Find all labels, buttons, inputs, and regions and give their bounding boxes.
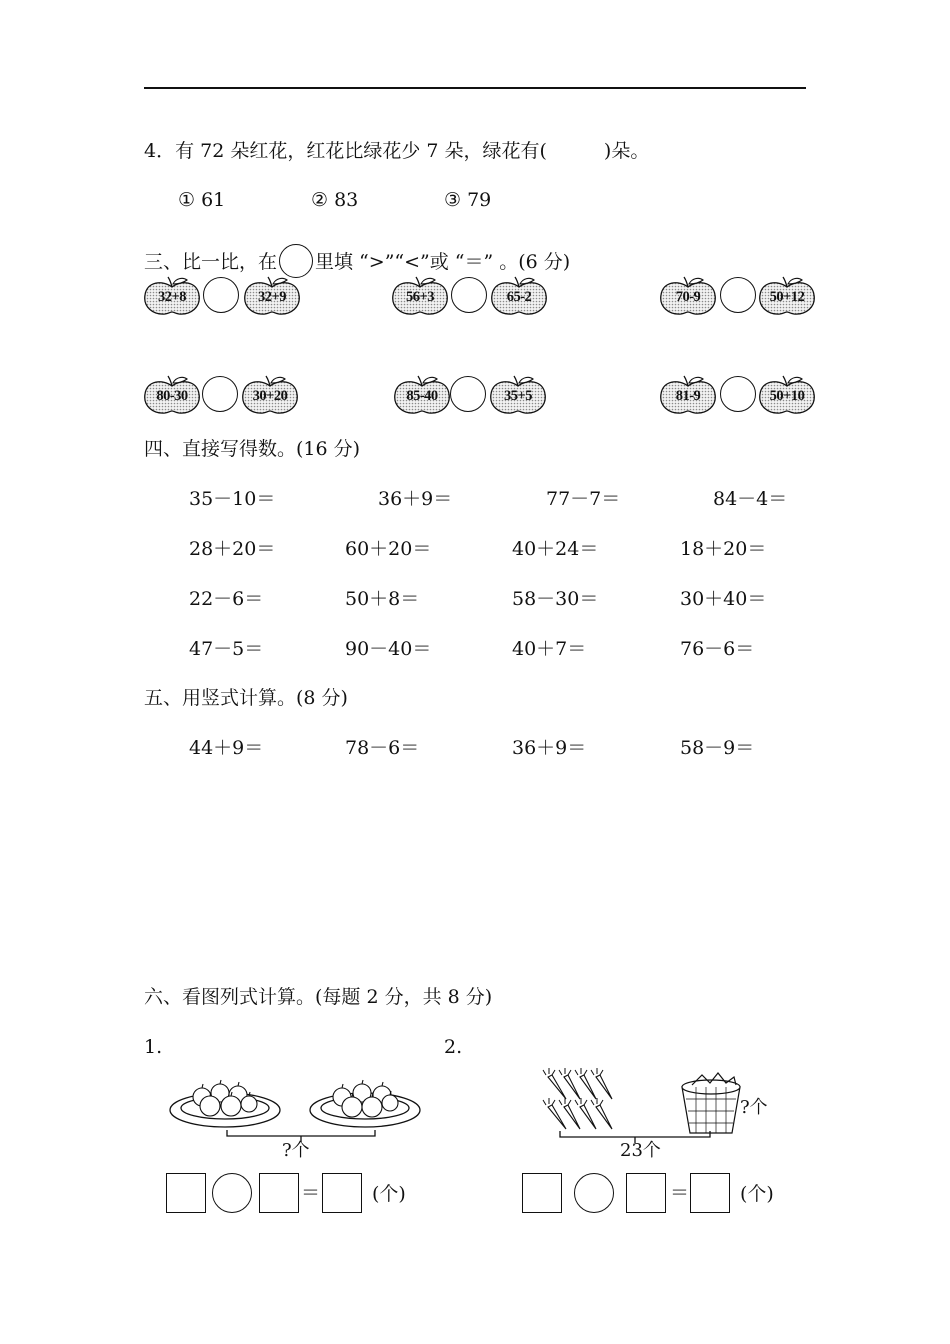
vertical-calc-item: 36＋9＝ bbox=[512, 737, 587, 759]
answer-box[interactable] bbox=[522, 1173, 562, 1213]
apple-label: 35+5 bbox=[503, 388, 532, 404]
apple-label: 50+12 bbox=[769, 289, 805, 305]
apple-left-3 bbox=[659, 276, 717, 316]
apple-right-6 bbox=[758, 375, 816, 415]
calc-item: 35－10＝ bbox=[189, 488, 276, 510]
calc-item: 50＋8＝ bbox=[345, 588, 420, 610]
vertical-calc-item: 44＋9＝ bbox=[189, 737, 264, 759]
answer-box[interactable] bbox=[626, 1173, 666, 1213]
apple-label: 32+8 bbox=[157, 289, 186, 305]
apple-label: 81-9 bbox=[675, 388, 701, 404]
apple-left-1 bbox=[143, 276, 201, 316]
compare-circle-5[interactable] bbox=[450, 376, 486, 412]
calc-item: 36＋9＝ bbox=[378, 488, 453, 510]
calc-item: 47－5＝ bbox=[189, 638, 264, 660]
section6-title: 六、看图列式计算。(每题 2 分，共 8 分) bbox=[144, 986, 493, 1008]
calc-item: 58－30＝ bbox=[512, 588, 599, 610]
calc-item: 84－4＝ bbox=[713, 488, 788, 510]
calc-item: 40＋7＝ bbox=[512, 638, 587, 660]
blank-circle-icon bbox=[279, 244, 313, 278]
apple-right-3 bbox=[758, 276, 816, 316]
apple-right-5 bbox=[489, 375, 547, 415]
calc-item: 30＋40＝ bbox=[680, 588, 767, 610]
carrot-icon bbox=[548, 1075, 612, 1129]
section4-title: 四、直接写得数。(16 分) bbox=[144, 438, 361, 460]
calc-item: 18＋20＝ bbox=[680, 538, 767, 560]
calc-item: 77－7＝ bbox=[546, 488, 621, 510]
unit-label: (个) bbox=[372, 1183, 406, 1205]
compare-circle-4[interactable] bbox=[202, 376, 238, 412]
apple-left-2 bbox=[391, 276, 449, 316]
apple-label: 80-30 bbox=[156, 388, 188, 404]
section3-title-pre: 三、比一比，在 bbox=[144, 251, 278, 273]
answer-box[interactable] bbox=[166, 1173, 206, 1213]
answer-box[interactable] bbox=[690, 1173, 730, 1213]
calc-item: 76－6＝ bbox=[680, 638, 755, 660]
equals-sign: ＝ bbox=[670, 1182, 690, 1204]
apple-label: 56+3 bbox=[405, 289, 434, 305]
calc-item: 22－6＝ bbox=[189, 588, 264, 610]
apple-right-4 bbox=[241, 375, 299, 415]
vertical-calc-item: 58－9＝ bbox=[680, 737, 755, 759]
apple-left-4 bbox=[143, 375, 201, 415]
apple-right-1 bbox=[243, 276, 301, 316]
calc-item: 90－40＝ bbox=[345, 638, 432, 660]
apple-left-6 bbox=[659, 375, 717, 415]
q4-option-1: ① 61 bbox=[178, 189, 226, 211]
apple-label: 30+20 bbox=[252, 388, 288, 404]
compare-circle-1[interactable] bbox=[203, 277, 239, 313]
apple-plates-illustration bbox=[165, 1070, 435, 1145]
apple-left-5 bbox=[393, 375, 451, 415]
carrots-basket-illustration bbox=[540, 1065, 760, 1145]
apple-label: 85-40 bbox=[406, 388, 438, 404]
problem-2-number: 2. bbox=[444, 1036, 463, 1058]
answer-box[interactable] bbox=[322, 1173, 362, 1213]
operator-circle[interactable] bbox=[212, 1173, 252, 1213]
q4-option-2: ② 83 bbox=[311, 189, 359, 211]
compare-circle-6[interactable] bbox=[720, 376, 756, 412]
apple-label: 70-9 bbox=[675, 289, 701, 305]
problem-2-label: 23个 bbox=[620, 1140, 661, 1161]
unit-label: (个) bbox=[740, 1183, 774, 1205]
section3-title-post: 里填 “>”“<”或 “＝” 。(6 分) bbox=[315, 251, 571, 273]
compare-circle-3[interactable] bbox=[720, 277, 756, 313]
vertical-calc-item: 78－6＝ bbox=[345, 737, 420, 759]
problem-1-number: 1. bbox=[144, 1036, 163, 1058]
apple-label: 50+10 bbox=[769, 388, 805, 404]
apple-label: 32+9 bbox=[257, 289, 286, 305]
q4-question: 4．有 72 朵红花，红花比绿花少 7 朵，绿花有( )朵。 bbox=[144, 140, 650, 162]
answer-box[interactable] bbox=[259, 1173, 299, 1213]
problem-1-label: ?个 bbox=[282, 1140, 310, 1161]
operator-circle[interactable] bbox=[574, 1173, 614, 1213]
problem-2-side-label: ?个 bbox=[740, 1097, 768, 1118]
section5-title: 五、用竖式计算。(8 分) bbox=[144, 687, 348, 709]
header-rule bbox=[144, 87, 806, 89]
section3-title bbox=[144, 244, 570, 278]
basket-icon bbox=[682, 1073, 740, 1133]
calc-item: 28＋20＝ bbox=[189, 538, 276, 560]
calc-item: 60＋20＝ bbox=[345, 538, 432, 560]
q4-option-3: ③ 79 bbox=[444, 189, 492, 211]
equals-sign: ＝ bbox=[301, 1182, 321, 1204]
compare-circle-2[interactable] bbox=[451, 277, 487, 313]
calc-item: 40＋24＝ bbox=[512, 538, 599, 560]
apple-right-2 bbox=[490, 276, 548, 316]
apple-label: 65-2 bbox=[506, 289, 532, 305]
